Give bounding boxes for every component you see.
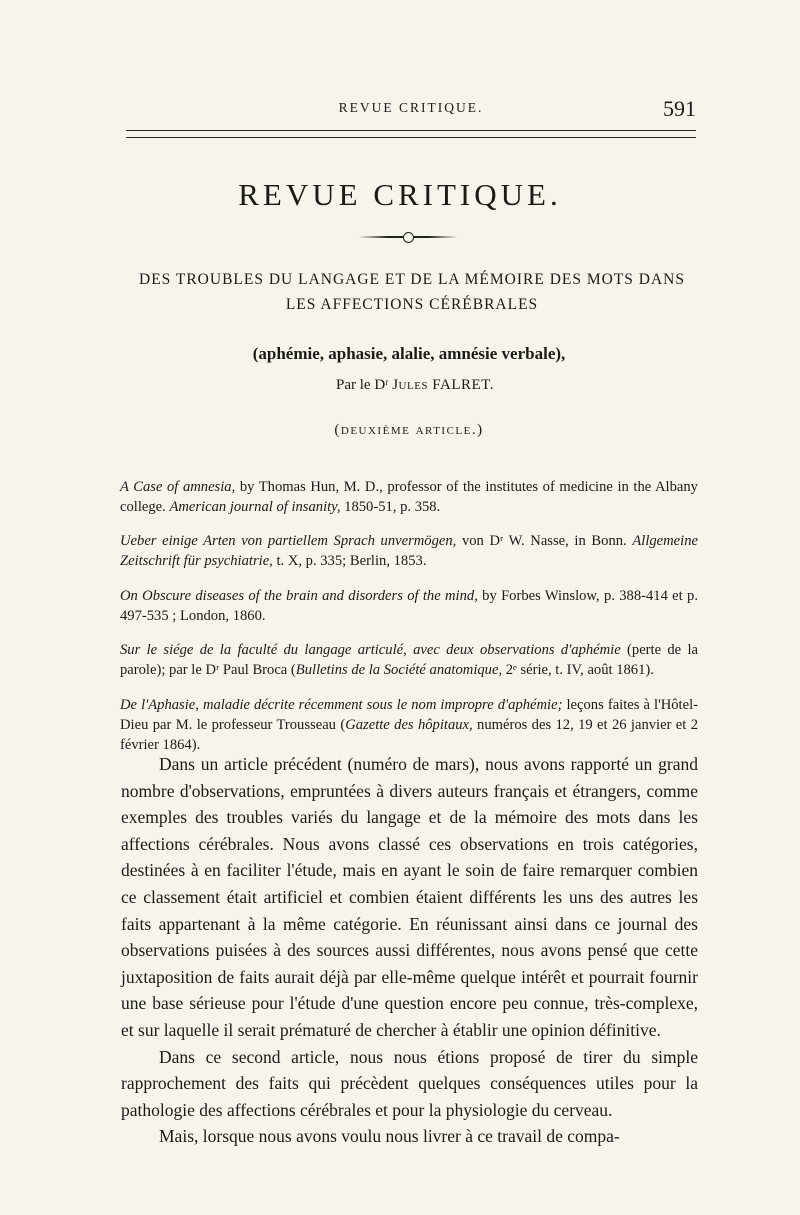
reference-item [120,695,698,755]
reference-details: von Dʳ W. Nasse, in Bonn. [456,533,633,550]
body-paragraph: Mais, lorsque nous avons voulu nous livrer à ce travail de compa- [159,1126,620,1147]
header-rule [126,130,696,138]
body-paragraph: Dans ce second article, nous nous étions proposé de tirer du simple rapprochement des faits qui précèdent quelques conséquences utiles pour la pathologie des affections cérébrales et pour la physiologie du cerveau. [121,1046,698,1120]
reference-details: (perte de la parole); par le Dʳ Paul Broca ( [120,642,698,679]
running-head [126,96,696,120]
reference-item [120,586,698,626]
reference-title: Sur le siége de la faculté du langage articulé, avec deux observations d'aphémie [120,642,621,659]
reference-journal: American journal of insanity, [169,498,341,515]
reference-tail: 1850-51, p. 358. [340,498,441,515]
fleuron-ornament [358,233,458,241]
reference-title: Ueber einige Arten von partiellem Sprach unvermögen, [120,533,457,550]
byline-prefix: Par le Dʳ [336,377,393,393]
reference-title: De l'Aphasie, maladie décrite récemment sous le nom impropre d'aphémie; [120,696,563,713]
reference-title: A Case of amnesia, [120,478,236,495]
article-body [121,751,698,1150]
reference-item [120,477,698,517]
part-label: (deuxième article.) [334,422,484,438]
reference-item [120,531,698,571]
reference-journal: Gazette des hôpitaux, [345,716,473,733]
article-subtitle: (aphémie, aphasie, alalie, amnésie verbale), [252,344,566,363]
byline [0,377,800,394]
reference-journal: Bulletins de la Société anatomique, [295,662,503,679]
article-heading: DES TROUBLES DU LANGAGE ET DE LA MÉMOIRE DES MOTS DANS LES AFFECTIONS CÉRÉBRALES [139,271,685,313]
body-paragraph: Dans un article précédent (numéro de mars), nous avons rapporté un grand nombre d'observations, empruntées à divers auteurs français et étrangers, comme exemples des troubles variés du langage et de la mémoire des mots dans les affections cérébrales. Nous avons classé ces observations en trois catégories, destinées à en faciliter l'étude, mais en ayant le soin de faire remarquer combien ce classement était artificiel et combien étaient différents les uns des autres les faits appartenant à la même catégorie. En réunissant ainsi dans ce journal des observations puisées à des sources aussi différentes, nous avons pensé que cette juxtaposition de faits aurait déjà par elle-même quelque intérêt et pourrait fournir une base sérieuse pour l'étude d'une question encore peu connue, très-complexe, et sur laquelle il serait prématuré de chercher à établir une opinion définitive. [121,754,698,1040]
reference-details: by Thomas Hun, M. D., professor of the institutes of medicine in the Albany college. [120,478,698,515]
reference-item [120,640,698,680]
reference-list [120,462,698,763]
reference-tail: t. X, p. 335; Berlin, 1853. [272,553,427,570]
reference-journal: Allgemeine Zeitschrift für psychiatrie, [120,533,698,570]
section-title: REVUE CRITIQUE. [238,177,562,212]
author-name: Jules FALRET. [392,377,494,393]
reference-title: On Obscure diseases of the brain and disorders of the mind, [120,587,478,604]
reference-tail: numéros des 12, 19 et 26 janvier et 2 février 1864). [120,716,698,753]
reference-details: by Forbes Winslow, p. 388-414 et p. 497-535 ; London, 1860. [120,587,698,624]
reference-tail: 2ᵉ série, t. IV, août 1861). [502,662,654,679]
reference-details: leçons faites à l'Hôtel-Dieu par M. le professeur Trousseau ( [120,696,698,733]
running-title: REVUE CRITIQUE. [338,100,484,115]
page-number: 591 [663,96,696,121]
